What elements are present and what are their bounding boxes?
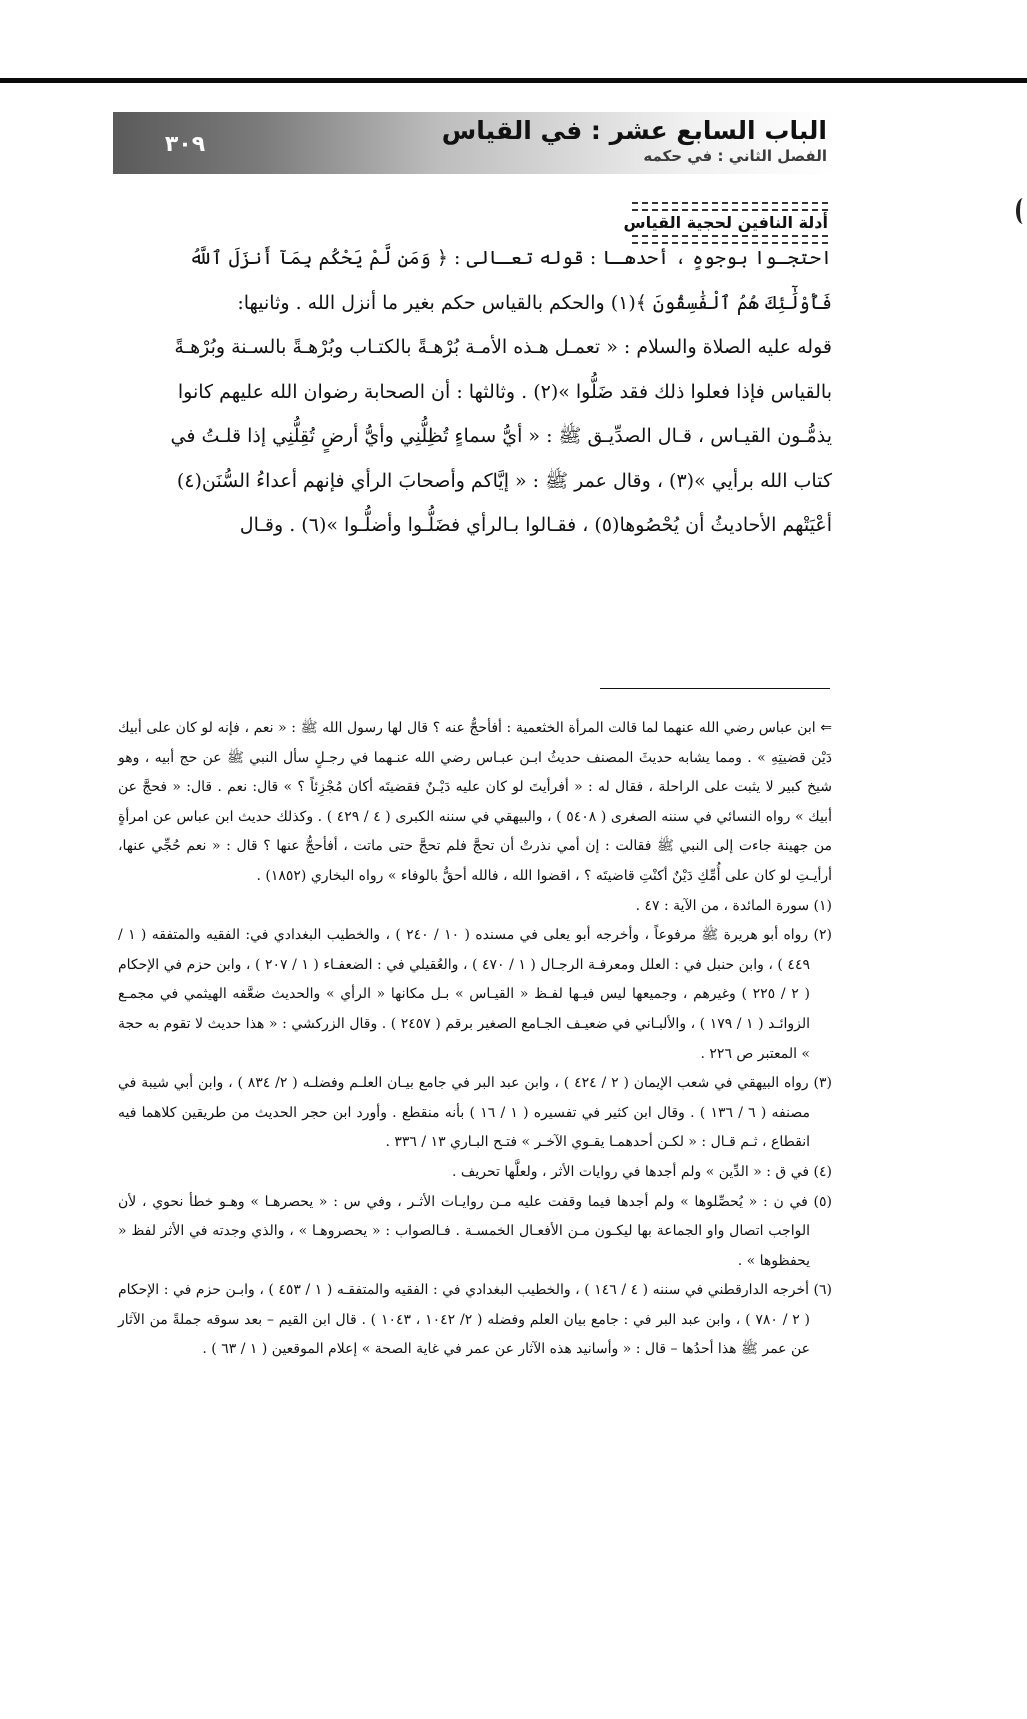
top-rule [0,78,1027,83]
footnote-continuation [118,714,832,892]
body-paragraph [118,236,832,548]
body-line: بالقياس فإذا فعلوا ذلك فقد ضَلُّوا »(٢) . وثالثها : أن الصحابة رضوان الله عليهم كانوا [177,380,832,403]
footnote-3: (٣) رواه البيهقي في شعب الإيمان ( ٢ / ٤٢٤ ) ، وابن عبد البر في جامع بيـان العلـم وفضلـه ( ٢/ ٨٣٤ ) ، وابن أبي شيبة في مصنفه ( ٦ / ١٣٦ ) . وقال ابن كثير في تفسيره ( ١ / ١٦ ) بأنه منقطع . وأورد ابن حجر الحديث من طريقين كلاهما فيه انقطاع ، ثـم قـال : « لكـن أحدهمـا يقـوي الآخـر » فتـح البـاري ١٣ / ٣٣٦ . [118,1075,833,1151]
body-line: أعْيَتْهم الأحاديثُ أن يُحْصُوها(٥) ، فقـالوا بـالرأي فضَلُّـوا وأضلُّـوا »(٦) . وقـال [239,514,832,536]
body-line: فَأُوْلَٰٓئِكَ هُمُ ٱلْفَٰسِقُونَ ﴾(١) والحكم بالقياس حكم بغير ما أنزل الله . وثانيها: [237,291,832,314]
section-heading: أدلة النافين لحجية القياس [623,213,828,232]
footnote-4: (٤) في ق : « الدِّين » ولم أجدها في روايات الأثر ، ولعلَّها تحريف . [452,1163,832,1180]
footnote-continuation-text: ابن عباس رضي الله عنهما لما قالت المرأة الخثعمية : أفأحجُّ عنه ؟ قال لها رسول الله ﷺ : « نعم ، فإنه لو كان على أبيك دَيْن قضيتِهِ » . ومما يشابه حديثَ المصنف حديثُ ابـن عبـاس رضي الله عنـهما في رجـلٍ سأل النبي ﷺ عن حج أبيه ، وهو شيخ كبير لا يثبت على الراحلة ، فقال له : « أفرأيتَ لو كان عليه دَيْـنٌ فقضيتَه أكان مُجْزِئاً ؟ » قال: نعم . قال: « فحجَّ عن أبيك » رواه النسائي في سننه الصغرى ( ٥٤٠٨ ) ، والبيهقي في سننه الكبرى ( ٤ / ٤٢٩ ) . وكذلك حديث ابن عباس عن امرأةٍ من جهينة جاءت إلى النبي ﷺ فقالت : إن أمي نذرتْ أن تحجَّ فلم تحجَّ حتى ماتت ، أفأحجُّ عنها ؟ قال : « نعم حُجِّي عنها، أرأيـتِ لو كان على أُمِّكِ دَيْنٌ أكنْتِ قاضيتَه ؟ ، اقضوا الله ، فالله أحقُّ بالوفاء » رواه البخاري (١٨٥٢) . [118,720,832,884]
footnotes [118,714,832,1365]
continuation-arrow-icon: ⇐ [820,720,833,736]
body-line: احتجـوا بوجوهٍ ، أحدهـا : قوله تعـالى : ﴿ وَمَن لَّمْ يَحْكُم بِمَآ أَنزَلَ ٱللَّهُ [189,247,832,269]
footnote-6: (٦) أخرجه الدارقطني في سننه ( ٤ / ١٤٦ ) ، والخطيب البغدادي في : الفقيه والمتفقـه ( ١ / ٤٥٣ ) ، وابـن حزم في : الإحكام ( ٢ / ٧٨٠ ) ، وابن عبد البر في : جامع بيان العلم وفضله ( ٢/ ١٠٤٢ ، ١٠٤٣ ) . قال ابن القيم – بعد سوقه جملةً من الآثار عن عمر ﷺ هذا أحدُها – قال : « وأسانيد هذه الآثار عن عمر في غاية الصحة » إعلام الموقعين ( ١ / ٦٣ ) . [118,1282,832,1358]
footnote-separator [600,688,830,689]
margin-bracket-mark [1016,198,1027,224]
section-title: الفصل الثاني : في حكمه [643,147,827,165]
body-line: كتاب الله برأيي »(٣) ، وقال عمر ﷺ : « إيَّاكم وأصحابَ الرأي فإنهم أعداءُ السُّنَن(٤) [176,469,832,492]
heading-top-ornament [632,202,828,211]
body-line: يذمُّـون القيـاس ، قـال الصدِّيـق ﷺ : « أيُّ سماءٍ تُظِلُّنِي وأيُّ أرضٍ تُقِلُّنِي إذا قلـتُ في [170,425,832,447]
body-line: قوله عليه الصلاة والسلام : « تعمـل هـذه الأمـة بُرْهـةً بالكتـاب وبُرْهـةً بالسـنة وبُرْهـةً [174,336,832,358]
footnote-5: (٥) في ن : « يُحصِّلوها » ولم أجدها فيما وقفت عليه مـن روايـات الأثـر ، وفي س : « يحصرهـا » وهـو خطأ نحوي ، لأن الواجب اتصال واو الجماعة بها ليكـون مـن الأفعـال الخمسـة . فـالصواب : « يحصروهـا » ، والذي وجدته في الأثر لفظ « يحفظوها » . [118,1193,832,1269]
footnote-2: (٢) رواه أبو هريرة ﷺ مرفوعاً ، وأخرجه أبو يعلى في مسنده ( ١٠ / ٢٤٠ ) ، والخطيب البغدادي في: الفقيه والمتفقه ( ١ / ٤٤٩ ) ، وابن حنبل في : العلل ومعرفـة الرجـال ( ١ / ٤٧٠ ) ، والعُقيلي في : الضعفـاء ( ١ / ٢٠٧ ) ، وابن حزم في الإحكام ( ٢ / ٢٢٥ ) وغيرهم ، وجميعها ليس فيـها لفـظ « القيـاس » بـل مكانها « الرأي » والحديث ضعَّفه الهيثمي في مجمـع الزوائـد ( ١ / ١٧٩ ) ، والألبـاني في ضعيـف الجـامع الصغير برقم ( ٢٤٥٧ ) . وقال الزركشي : « هذا حديث لا تقوم به حجة » المعتبر ص ٢٢٦ . [118,927,832,1062]
footnote-1: (١) سورة المائدة ، من الآية : ٤٧ . [635,897,832,914]
chapter-title: الباب السابع عشر : في القياس [441,116,827,145]
page-number: ٣٠٩ [164,132,206,157]
